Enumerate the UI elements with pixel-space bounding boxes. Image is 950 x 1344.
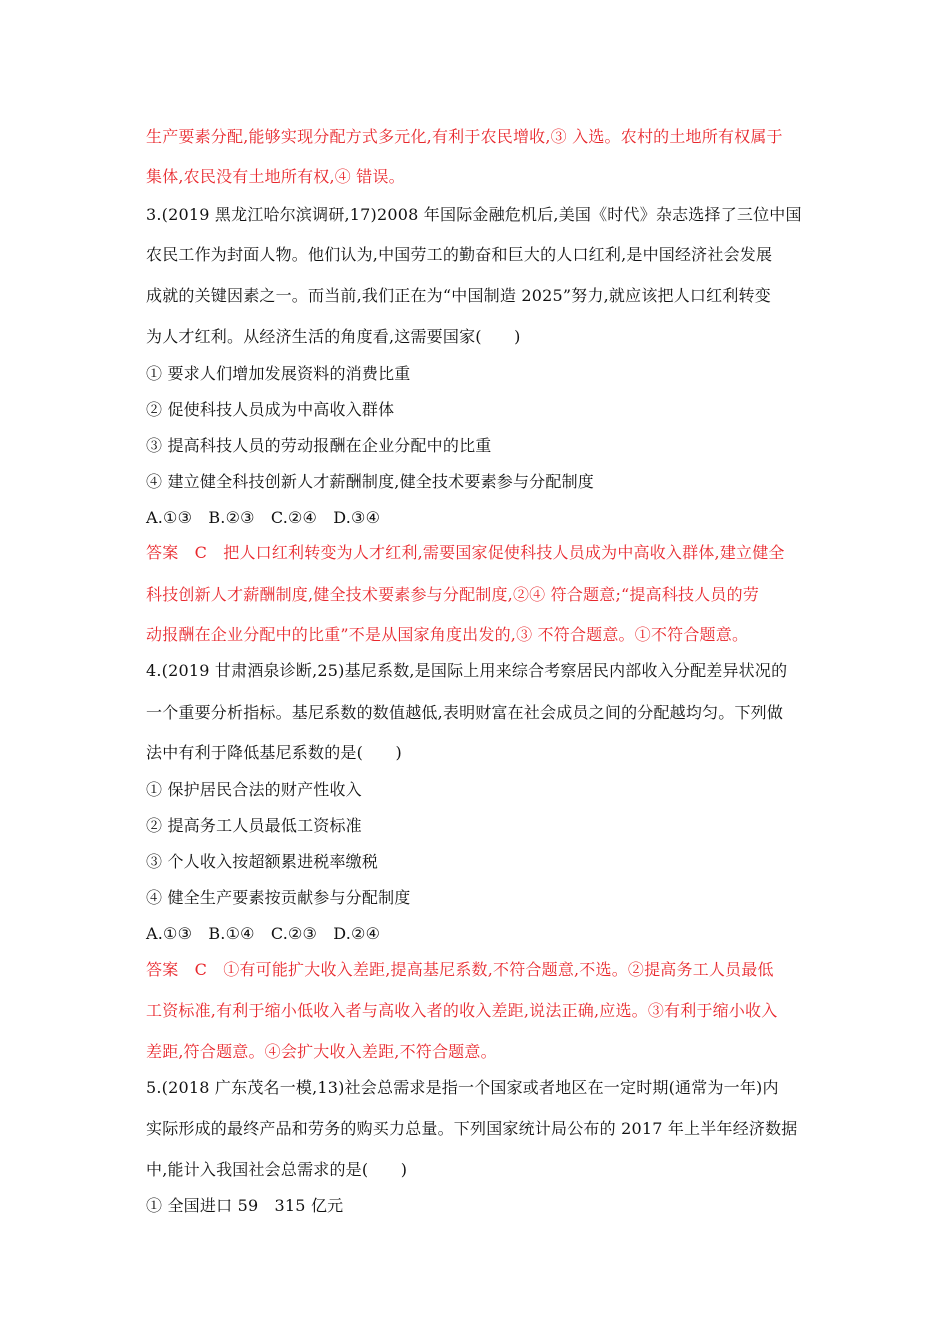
question-3-option-4: ④ 建立健全科技创新人才薪酬制度,健全技术要素参与分配制度 <box>146 472 594 491</box>
question-4-stem-line-3: 法中有利于降低基尼系数的是( ) <box>146 743 402 762</box>
question-3-answer-line-2: 科技创新人才薪酬制度,健全技术要素参与分配制度,②④ 符合题意;“提高科技人员的劳 <box>146 585 760 604</box>
question-3-stem-line-3: 成就的关键因素之一。而当前,我们正在为“中国制造 2025”努力,就应该把人口红利转变 <box>146 286 771 305</box>
question-3-option-1: ① 要求人们增加发展资料的消费比重 <box>146 364 411 383</box>
question-5-stem-line-1: 5.(2018 广东茂名一模,13)社会总需求是指一个国家或者地区在一定时期(通常为一年)内 <box>146 1078 779 1097</box>
answer-continuation-line-1: 生产要素分配,能够实现分配方式多元化,有利于农民增收,③ 入选。农村的土地所有权属于 <box>146 127 783 146</box>
question-4-option-4: ④ 健全生产要素按贡献参与分配制度 <box>146 888 411 907</box>
question-5-option-1: ① 全国进口 59 315 亿元 <box>146 1196 344 1215</box>
question-5-stem-line-3: 中,能计入我国社会总需求的是( ) <box>146 1160 408 1179</box>
question-4-stem-line-1: 4.(2019 甘肃酒泉诊断,25)基尼系数,是国际上用来综合考察居民内部收入分配差异状况的 <box>146 661 788 680</box>
question-4-answer-line-1: 答案 C ①有可能扩大收入差距,提高基尼系数,不符合题意,不选。②提高务工人员最低 <box>146 960 774 979</box>
question-5-stem-line-2: 实际形成的最终产品和劳务的购买力总量。下列国家统计局公布的 2017 年上半年经济数据 <box>146 1119 798 1138</box>
question-4-option-3: ③ 个人收入按超额累进税率缴税 <box>146 852 379 871</box>
question-3-option-3: ③ 提高科技人员的劳动报酬在企业分配中的比重 <box>146 436 492 455</box>
question-4-answer-line-2: 工资标准,有利于缩小低收入者与高收入者的收入差距,说法正确,应选。③有利于缩小收入 <box>146 1001 778 1020</box>
question-3-choices: A.①③ B.②③ C.②④ D.③④ <box>146 508 381 527</box>
question-3-option-2: ② 促使科技人员成为中高收入群体 <box>146 400 395 419</box>
question-3-stem-line-4: 为人才红利。从经济生活的角度看,这需要国家( ) <box>146 327 521 346</box>
question-3-stem-line-2: 农民工作为封面人物。他们认为,中国劳工的勤奋和巨大的人口红利,是中国经济社会发展 <box>146 245 773 264</box>
question-3-answer-line-1: 答案 C 把人口红利转变为人才红利,需要国家促使科技人员成为中高收入群体,建立健全 <box>146 543 785 562</box>
question-3-answer-line-3: 动报酬在企业分配中的比重”不是从国家角度出发的,③ 不符合题意。①不符合题意。 <box>146 625 749 644</box>
question-4-option-1: ① 保护居民合法的财产性收入 <box>146 780 362 799</box>
question-3-stem-line-1: 3.(2019 黑龙江哈尔滨调研,17)2008 年国际金融危机后,美国《时代》杂志选择了三位中国 <box>146 205 802 224</box>
question-4-option-2: ② 提高务工人员最低工资标准 <box>146 816 362 835</box>
question-4-choices: A.①③ B.①④ C.②③ D.②④ <box>146 924 381 943</box>
question-4-answer-line-3: 差距,符合题意。④会扩大收入差距,不符合题意。 <box>146 1042 497 1061</box>
answer-continuation-line-2: 集体,农民没有土地所有权,④ 错误。 <box>146 167 405 186</box>
question-4-stem-line-2: 一个重要分析指标。基尼系数的数值越低,表明财富在社会成员之间的分配越均匀。下列做 <box>146 703 784 722</box>
